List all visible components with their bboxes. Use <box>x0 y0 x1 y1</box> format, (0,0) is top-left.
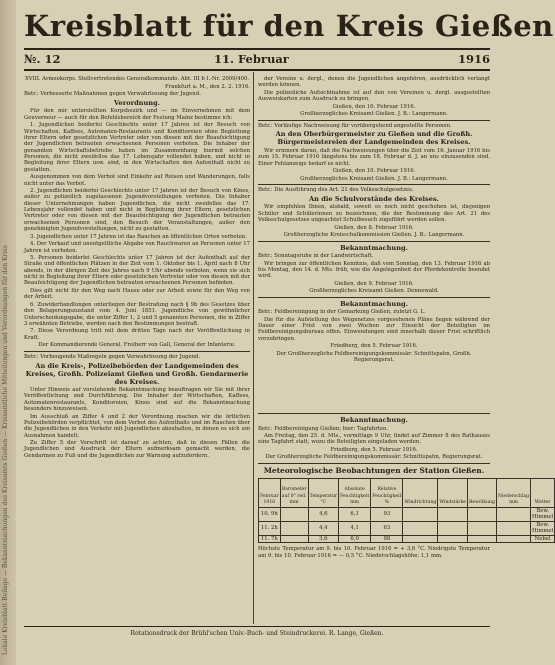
weather-cell <box>438 521 468 535</box>
section-divider <box>258 297 490 298</box>
notice-paragraph: Zu Ziffer 5 der Vorschrift ist darauf zu achten, daß in diesen Fällen die Jugendlichen und Ausdruck der Eltern aufmerksam gemacht werden, die Gendarmen zu Fuß und die Jugendlichen zur Warnung aufzufordern. <box>24 440 250 459</box>
weather-cell: 11. 7h <box>259 535 281 543</box>
ordinance-reference: XVIII. Armeekorps. Stellvertretendes Generalkommando. Abt. III b I.-Nr. 2009/400. <box>24 76 250 82</box>
notice-paragraph: Die für die Aufstellung des Wegenetzes vorgesehenen Pläne liegen während der Dauer einer Frist von zwei Wochen zur Einsicht der Beteiligten im Feldbereinigungsbureau offen. Einwendungen sind innerhalb dieser Frist schriftlich vorzubringen. <box>258 316 490 342</box>
weather-header-cell: Temperatur °C <box>308 478 338 507</box>
ordinance-paragraph: 4. Der Verkauf und unentgeltliche Abgabe von Rauchwaren an Personen unter 17 Jahren ist verboten. <box>24 241 250 254</box>
notice-heading: Bekanntmachung. <box>340 299 408 308</box>
weather-cell: 4,4 <box>308 521 338 535</box>
notice-date: Gießen, den 10. Februar 1916. <box>332 168 416 175</box>
weather-row <box>259 521 555 535</box>
weather-header-cell: Wetter <box>531 478 555 507</box>
right-column-lower <box>258 411 554 624</box>
notice-subject: Betr.: Sonntagsruhe in der Landwirtschaft. <box>258 253 374 259</box>
notice-office: Großherzogliches Kreisamt Gießen. J. B.: Langermann. <box>300 175 448 182</box>
weather-header-cell: Absolute Feuchtigkeit mm <box>339 478 371 507</box>
binding-spine <box>0 0 16 665</box>
notice-date: Gießen, den 8. Februar 1916. <box>334 224 414 231</box>
weather-cell <box>468 521 497 535</box>
weather-header-cell: Windstärke <box>438 478 468 507</box>
masthead-rule-top <box>24 48 490 50</box>
weather-cell: 4,1 <box>339 521 371 535</box>
weather-cell <box>280 507 308 521</box>
weather-cell: 93 <box>371 507 403 521</box>
weather-cell <box>438 535 468 543</box>
section-divider <box>258 120 490 121</box>
notice-office: Großherzogliches Kreisamt Gießen. J. B.: Langermann. <box>300 111 448 118</box>
weather-cell: Bew. Himmel <box>532 521 554 535</box>
weather-header-row <box>259 478 555 507</box>
weather-cell <box>496 535 530 543</box>
weather-cell <box>280 535 308 543</box>
weather-row <box>259 507 555 521</box>
weather-header-cell: Bewölkung <box>468 478 497 507</box>
section-divider <box>258 184 490 185</box>
issue-number: №. 12 <box>24 52 61 66</box>
right-column <box>258 76 490 406</box>
weather-header-cell: Relative Feuchtigkeit % <box>371 478 403 507</box>
weather-header-cell: Februar 1916 <box>259 478 281 507</box>
notice-heading: An die Schulvorstände des Kreises. <box>309 194 439 203</box>
weather-title: Meteorologische Beobachtungen der Station Gießen. <box>263 465 485 475</box>
weather-cell: Nebel <box>531 535 555 543</box>
notice-paragraph: Am Freitag, den 25. d. Mts., vormittags 9 Uhr, findet auf Zimmer 8 des Rathauses eine Tagfahrt statt, wozu die Beteiligten eingeladen werden. <box>258 433 490 446</box>
ordinance-paragraph: Ausgenommen von dem Verbot sind Einkehr auf Reisen und Wanderungen, falls nicht unter das Verbot. <box>24 174 250 187</box>
notice-subject: Betr.: Vorläufige Nachweisung für vorübergehend angestellte Personen. <box>258 122 452 129</box>
weather-cell: Bew. Himmel <box>532 507 554 521</box>
issue-year: 1916 <box>457 52 490 66</box>
notice-date: Gießen, den 9. Februar 1916. <box>334 280 414 287</box>
printer-imprint: Rotationsdruck der Brühl'schen Univ.-Buch- und Steindruckerei. R. Lange, Gießen. <box>130 630 384 637</box>
weather-header-cell: Niederschlag mm <box>496 478 530 507</box>
weather-header-cell: Windrichtung <box>403 478 438 507</box>
weather-cell <box>496 507 530 521</box>
notice-subject: Betr.: Vorbeugende Maßregeln gegen Verwahrlosung der Jugend. <box>24 353 201 360</box>
section-divider <box>258 463 490 464</box>
ordinance-paragraph: 1. Jugendlichen beiderlei Geschlechts unter 17 Jahren ist der Besuch von Wirtschaften, Kaffees, Automaten-Restaurants und Konditoreien ohne Begleitung ihrer Eltern oder gesetzlichen Vertreter oder von diesen mit der Beaufsichtigung der Jugendlichen betrauten erwachsenen Personen verboten. Die Inhaber der genannten Wirtschaftsbetriebe haben im Zusammenhang hiermit solchen Personen, die nicht zweifellos das 17. Lebensjahr vollendet haben, und nicht in Begleitung ihrer Eltern usw. sind, in den Wirtschaften den Aufenthalt nicht zu gestatten. <box>24 122 250 173</box>
notice-subject: Betr.: Feldbereinigung in der Gemarkung Gießen, zuletzt G. L. <box>258 309 426 316</box>
notice-date: Friedberg, den 5. Februar 1916. <box>330 446 418 453</box>
ordinance-paragraph: 6. Zuwiderhandlungen unterliegen der Bestrafung nach § 9b des Gesetzes über den Belagerungszustand vom 4. Juni 1851. Jugendliche von gewöhnlicher Unterscheidungsgabe, die unter Ziffer 1, 2 und 5 genannten Personen, die in Ziffer 3 erwähnten Betriebe, werden nach den Bestimmungen bestraft. <box>24 301 250 327</box>
ordinance-paragraph: 5. Personen beiderlei Geschlechts unter 17 Jahren ist der Aufenthalt auf der Straße und öffentlichen Plätzen in der Zeit vom 1. Oktober bis 1. April nach 8 Uhr abends, in der übrigen Zeit des Jahres nach 9 Uhr abends verboten, wenn sie sich nicht in Begleitung ihrer Eltern oder gesetzlichen Vertreter oder von diesen mit der Beaufsichtigung der Jugendlichen betrauten erwachsenen Personen befinden. <box>24 255 250 287</box>
weather-header-cell: Barometer auf 0° red. mm <box>280 478 308 507</box>
ordinance-paragraph: Dies gilt nicht für den Weg nach Hause oder zur Arbeit sowie für den Weg von der Arbeit. <box>24 288 250 301</box>
ordinance-heading: Verordnung. <box>114 98 160 107</box>
notice-heading: An die Kreis-, Polizeibehörden der Landgemeinden des Kreises, Großh. Polizeiamt Gießen und Großh. Gendarmerie des Kreises. <box>25 361 249 386</box>
notice-office: Großherzogliche Kreisschulkommission Gießen. J. B.: Langermann. <box>283 232 465 239</box>
weather-cell: 4,6 <box>308 507 338 521</box>
notice-heading: An den Oberbürgermeister zu Gießen und die Großh. Bürgermeistereien der Landgemeinden des Kreises. <box>275 130 473 147</box>
issue-date: 11. Februar <box>214 52 289 66</box>
left-column <box>24 76 250 624</box>
ordinance-paragraph: 3. Jugendlichen unter 17 Jahren ist das Rauchen an öffentlichen Orten verboten. <box>30 233 247 240</box>
notice-subject: Betr.: Die Ausführung des Art. 21 des Volksschulgesetzes. <box>258 187 414 194</box>
notice-office: Der Großherzogliche Feldbereinigungskommissär: Schnittspahn, Großh. Regierungsrat. <box>276 350 472 364</box>
notice-paragraph: Wir erinnern daran, daß die Nachweisungen über die Zeit vom 16. Januar 1916 bis zum 15. Februar 1916 längstens bis zum 18. Februar d. J. an uns einzusenden sind. Einer Fehlanzeige bedarf es nicht. <box>258 147 490 167</box>
weather-cell <box>496 521 530 535</box>
notice-heading: Bekanntmachung. <box>340 416 408 424</box>
weather-table <box>258 478 555 544</box>
weather-cell: 6,0 <box>339 535 371 543</box>
weather-cell: 6,1 <box>339 507 371 521</box>
section-divider <box>258 241 490 242</box>
notice-office: Großherzogliches Kreisamt Gießen. Dennewald. <box>309 288 439 295</box>
notice-paragraph: der Vereine u. dergl., denen die Jugendlichen angehören, ausdrücklich verlangt werden können. <box>258 76 490 89</box>
notice-heading: Bekanntmachung. <box>340 243 408 252</box>
notice-subject: Betr.: Feldbereinigung Gießen; hier: Tagfahrten. <box>258 425 389 432</box>
section-divider <box>24 351 250 352</box>
ordinance-paragraph: 2. Jugendlichen beiderlei Geschlechts unter 17 Jahren ist der Besuch von Kinos, außer zu polizeilich zugelassenen Jugendvorstellungen verboten. Die Inhaber dieser Unternehmungen haben Jugendlichen, die nicht zweifellos das 17. Lebensjahr vollendet haben und nicht in Begleitung ihrer Eltern, gesetzlichen Vertreter oder von diesen mit der Beaufsichtigung der Jugendlichen betrauten erwachsenen Personen sind, den Besuch der Veranstaltungen, außer den genehmigten Jugendvorstellungen, nicht zu gestatten. <box>24 188 250 233</box>
weather-cell <box>468 535 497 543</box>
notice-paragraph: Im Ausschluß an Ziffer 4 und 2 der Verordnung machen wir die örtlichen Polizeibehörden verpflichtet, von dem Verbot des Aufenthalts und im Rauchen über die Jugendlichen in den Verkehr mit Jugendlichen abzuhalten, in denen es sich um Ausnahmen handelt. <box>24 413 250 439</box>
masthead-rule-bottom <box>24 69 490 71</box>
column-separator <box>253 72 254 624</box>
weather-cell <box>280 521 308 535</box>
notice-paragraph: Die polizeiliche Aufsichtnahme ist auf den von Vereinen u. dergl. ausgestellten Ausweiskarten zum Ausdruck zu bringen. <box>258 89 490 103</box>
issue-line <box>24 52 490 68</box>
footer-rule <box>24 626 490 627</box>
notice-office: Der Großherzogliche Feldbereinigungskommissär: Schnittspahn, Regierungsrat. <box>265 454 483 461</box>
section-divider <box>258 413 490 414</box>
spine-text: Lokale Kreisblatt-Beilage — Bekanntmachungen des Kreisamts Gießen — Kreisamtliche Mitteilungen und Verordnungen für den Kreis <box>2 245 9 655</box>
ordinance-dateline: Frankfurt a. M., den 2. 2. 1916. <box>165 83 250 90</box>
weather-cell: 11. 2h <box>259 521 281 535</box>
weather-cell: 10. 9h <box>259 507 281 521</box>
weather-notes: Höchste Temperatur am 9. bis 10. Februar 1916 = + 3,6 °C. Niedrigste Temperatur am 9. bis 10. Februar 1916 = — 0,5 °C. Niederschlagshöhe: 1,1 mm. <box>258 546 490 559</box>
weather-cell <box>438 507 468 521</box>
notice-paragraph: Wir bringen zur öffentlichen Kenntnis, daß vom Sonntag, den 13. Februar 1916 ab bis Montag, den 14. d. Mts. früh, wie die Angelegenheit der Pferdekontrolle beendet wird. <box>258 260 490 280</box>
weather-row <box>259 535 555 543</box>
masthead-title: Kreisblatt für den Kreis Gießen <box>24 9 554 43</box>
ordinance-paragraph: 7. Diese Verordnung tritt mit dem dritten Tage nach der Veröffentlichung in Kraft. <box>24 328 250 341</box>
notice-paragraph: Unter Hinweis auf vorstehende Bekanntmachung beauftragen wir Sie mit ihrer Veröffentlichung und Durchführung. Die Inhaber der Wirtschaften, Kaffees, Automatenrestaurants, Konditoreien, Kinos sind auf die Bekanntmachung besonders hinzuweisen. <box>24 387 250 413</box>
weather-cell <box>403 521 438 535</box>
notice-paragraph: Wir empfehlen Ihnen, alsbald, soweit es noch nicht geschehen ist, diejenigen Schüler und Schülerinnen zu bezeichnen, die der Bestimmung des Art. 21 des Volksschulgesetzes ungeachtet Schulbesuch zugeführt werden sollen. <box>258 204 490 224</box>
notice-date: Friedberg, den 5. Februar 1916. <box>330 343 418 350</box>
weather-cell <box>468 507 497 521</box>
weather-cell: 98 <box>371 535 403 543</box>
ordinance-subject: Betr.: Verbesserte Maßnahmen gegen Verwahrlosung der Jugend. <box>24 91 201 98</box>
weather-cell <box>403 535 438 543</box>
weather-cell: 63 <box>371 521 403 535</box>
notice-date: Gießen, den 10. Februar 1916. <box>332 103 416 110</box>
commander-signature: Der Kommandierende General. Freiherr von Gall, General der Infanterie. <box>38 342 236 349</box>
weather-cell <box>403 507 438 521</box>
weather-cell: 3,6 <box>308 535 338 543</box>
ordinance-paragraph: Für den mir unterstellten Korpsbezirk und — im Einvernehmen mit dem Gouverneur — auch für den Befehlsbereich der Festung Mainz bestimme ich: <box>24 108 250 121</box>
